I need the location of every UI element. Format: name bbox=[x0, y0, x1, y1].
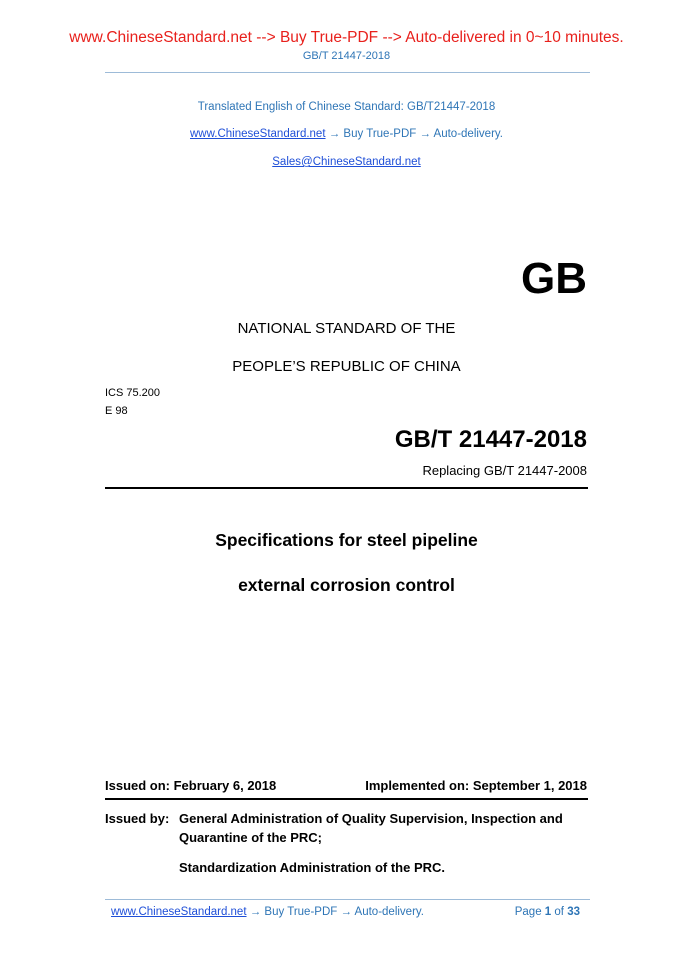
issued-by-label: Issued by: bbox=[105, 811, 170, 826]
translation-note: Translated English of Chinese Standard: GB/T21447-2018 bbox=[197, 101, 496, 113]
issued-by-line2: Quarantine of the PRC; bbox=[179, 830, 323, 845]
header-divider bbox=[105, 72, 590, 73]
dates-divider bbox=[105, 798, 588, 800]
national-standard-line1: NATIONAL STANDARD OF THE bbox=[237, 320, 456, 337]
header-doc-id: GB/T 21447-2018 bbox=[302, 50, 391, 62]
header-banner: www.ChineseStandard.net --> Buy True-PDF --> Auto-delivered in 0~10 minutes. bbox=[69, 29, 624, 46]
issued-by-line1: General Administration of Quality Supervision, Inspection and bbox=[179, 811, 563, 826]
footer-site-line bbox=[111, 906, 424, 918]
page-indicator bbox=[515, 906, 580, 918]
page-current: 1 bbox=[544, 906, 552, 918]
page-of: of bbox=[554, 906, 564, 918]
standard-title-line2: external corrosion control bbox=[238, 575, 455, 595]
issued-on: Issued on: February 6, 2018 bbox=[105, 778, 277, 793]
page-label: Page bbox=[514, 906, 542, 918]
issued-by-line3: Standardization Administration of the PRC. bbox=[179, 860, 446, 875]
ccs-code: E 98 bbox=[105, 405, 128, 417]
translation-email-line bbox=[0, 156, 693, 168]
page-total: 33 bbox=[567, 906, 580, 918]
implemented-on: Implemented on: September 1, 2018 bbox=[365, 778, 587, 793]
replacing-note: Replacing GB/T 21447-2008 bbox=[422, 463, 587, 478]
standard-divider bbox=[105, 487, 588, 489]
standard-title-line1: Specifications for steel pipeline bbox=[215, 530, 478, 550]
footer-divider bbox=[105, 899, 590, 900]
footer-site-link[interactable]: www.ChineseStandard.net bbox=[111, 906, 247, 918]
sales-email-link[interactable]: Sales@ChineseStandard.net bbox=[272, 156, 421, 168]
standard-number: GB/T 21447-2018 bbox=[394, 426, 587, 453]
translation-site-line bbox=[0, 128, 693, 140]
gb-mark: GB bbox=[521, 254, 587, 303]
translation-site-link[interactable]: www.ChineseStandard.net bbox=[190, 128, 326, 140]
ics-code: ICS 75.200 bbox=[105, 387, 161, 399]
translation-site-tail: → Buy True-PDF → Auto-delivery. bbox=[328, 128, 503, 140]
footer-site-tail: → Buy True-PDF → Auto-delivery. bbox=[249, 906, 424, 918]
national-standard-line2: PEOPLE’S REPUBLIC OF CHINA bbox=[232, 358, 461, 375]
